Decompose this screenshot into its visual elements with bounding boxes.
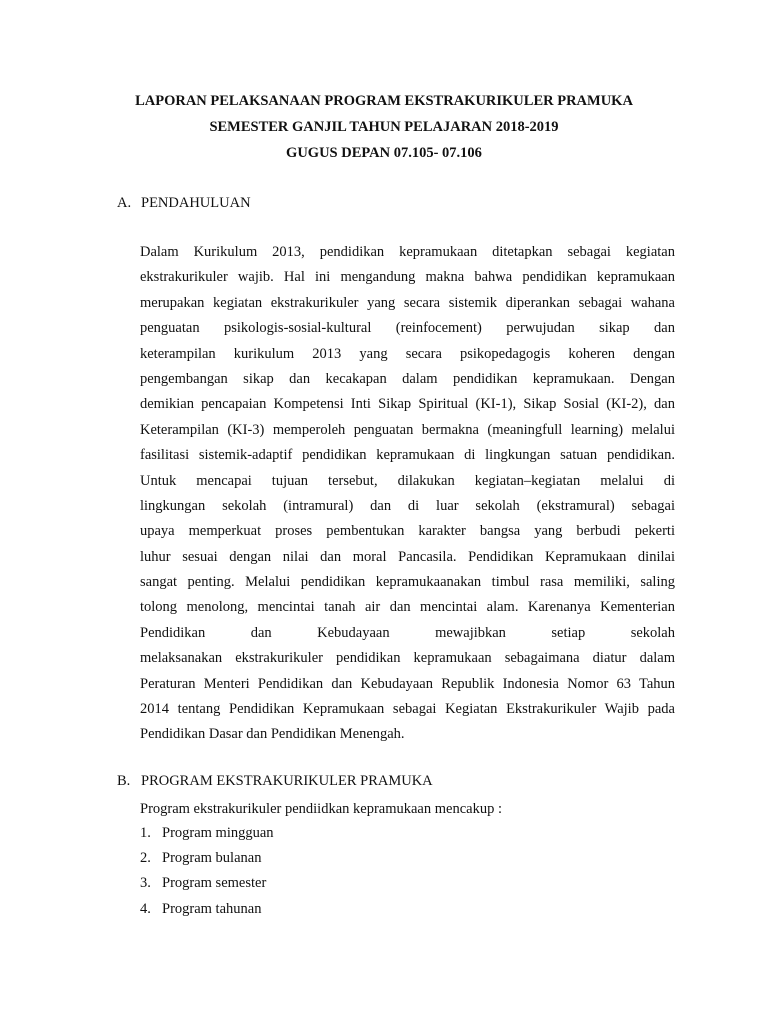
title-line-2: SEMESTER GANJIL TAHUN PELAJARAN 2018-2019: [209, 119, 559, 135]
section-a-title: PENDAHULUAN: [141, 195, 251, 211]
paragraph-line: lingkungan sekolah (intramural) dan di luar sekolah (ekstramural) sebagai: [140, 497, 675, 514]
list-item-number: 2.: [140, 850, 151, 867]
paragraph-line: keterampilan kurikulum 2013 yang secara psikopedagogis koheren dengan: [140, 345, 675, 362]
paragraph-line: Keterampilan (KI-3) memperoleh penguatan bermakna (meaningfull learning) melalui: [140, 421, 675, 438]
introduction-paragraph: [140, 240, 675, 748]
program-list: [140, 823, 274, 924]
list-item-label: Program mingguan: [162, 825, 274, 841]
list-item-number: 3.: [140, 875, 151, 892]
paragraph-line: sangat penting. Melalui pendidikan kepramukaanakan timbul rasa memiliki, saling: [140, 574, 675, 591]
paragraph-line: Pendidikan Dasar dan Pendidikan Menengah.: [140, 726, 405, 743]
list-item: [140, 823, 274, 848]
paragraph-line: ekstrakurikuler wajib. Hal ini mengandung makna bahwa pendidikan kepramukaan: [140, 269, 675, 286]
program-intro: Program ekstrakurikuler pendiidkan kepramukaan mencakup :: [140, 801, 502, 817]
paragraph-line: tolong menolong, mencintai tanah air dan mencintai alam. Karenanya Kementerian: [140, 599, 675, 616]
section-b-heading: [117, 771, 433, 791]
paragraph-line: upaya memperkuat proses pembentukan karakter bangsa yang berbudi pekerti: [140, 523, 675, 540]
section-a-heading: [117, 193, 251, 213]
paragraph-line: luhur sesuai dengan nilai dan moral Pancasila. Pendidikan Kepramukaan dinilai: [140, 548, 675, 565]
paragraph-line: merupakan kegiatan ekstrakurikuler yang secara sistemik diperankan sebagai wahana: [140, 294, 675, 311]
list-item-label: Program bulanan: [162, 850, 262, 867]
list-item: [140, 899, 274, 924]
document-title: [0, 88, 768, 166]
title-line-1: LAPORAN PELAKSANAAN PROGRAM EKSTRAKURIKULER PRAMUKA: [135, 93, 633, 109]
paragraph-line: pengembangan sikap dan kecakapan dalam pendidikan kepramukaan. Dengan: [140, 370, 675, 387]
list-item-label: Program tahunan: [162, 900, 262, 917]
list-item-label: Program semester: [162, 875, 267, 892]
section-b-title: PROGRAM EKSTRAKURIKULER PRAMUKA: [141, 773, 433, 789]
paragraph-line: melaksanakan ekstrakurikuler pendidikan kepramukaan sebagaimana diatur dalam: [140, 650, 675, 667]
paragraph-line: 2014 tentang Pendidikan Kepramukaan sebagai Kegiatan Ekstrakurikuler Wajib pada: [140, 701, 675, 718]
list-item: [140, 848, 274, 873]
paragraph-line: Dalam Kurikulum 2013, pendidikan kepramukaan ditetapkan sebagai kegiatan: [140, 244, 675, 260]
list-item: [140, 873, 274, 898]
list-item-number: 1.: [140, 825, 151, 841]
list-item-number: 4.: [140, 900, 151, 917]
paragraph-line: Untuk mencapai tujuan tersebut, dilakukan kegiatan–kegiatan melalui di: [140, 472, 675, 489]
paragraph-line: Peraturan Menteri Pendidikan dan Kebudayaan Republik Indonesia Nomor 63 Tahun: [140, 675, 675, 692]
section-b-letter: B.: [117, 773, 131, 789]
section-a-letter: A.: [117, 195, 132, 211]
paragraph-line: fasilitasi sistemik-adaptif pendidikan kepramukaan di lingkungan satuan pendidikan.: [140, 447, 675, 464]
title-line-3: GUGUS DEPAN 07.105- 07.106: [286, 145, 482, 161]
paragraph-line: demikian pencapaian Kompetensi Inti Sikap Spiritual (KI-1), Sikap Sosial (KI-2), dan: [140, 396, 675, 413]
paragraph-line: Pendidikan dan Kebudayaan mewajibkan setiap sekolah: [140, 624, 675, 641]
paragraph-line: penguatan psikologis-sosial-kultural (reinfocement) perwujudan sikap dan: [140, 320, 675, 337]
